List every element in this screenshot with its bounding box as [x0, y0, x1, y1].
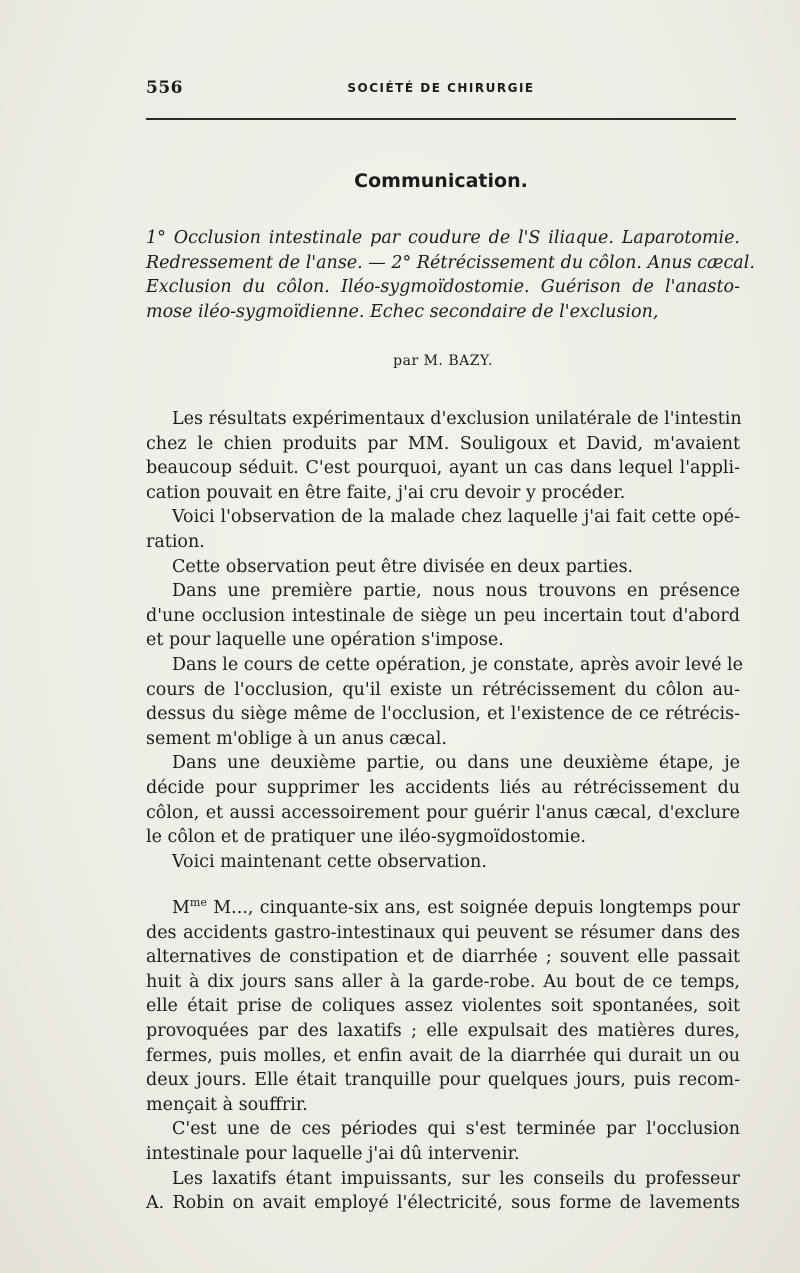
body-paragraphs-1: [146, 407, 743, 874]
page-header: [146, 78, 736, 102]
text-line: huit à dix jours sans aller à la garde-robe. Au bout de ce temps,: [146, 971, 740, 992]
subtitle-line: Redressement de l'anse. — 2° Rétrécissement du côlon. Anus cæcal.: [146, 252, 755, 273]
text-line: décide pour supprimer les accidents liés au rétrécissement du: [146, 777, 740, 798]
salutation-superscript: me: [189, 896, 207, 910]
author-line: par M. BAZY.: [393, 353, 493, 369]
text-line: dessus du siège même de l'occlusion, et l'existence de ce rétrécis-: [146, 704, 740, 725]
text-line: mençait à souffrir.: [146, 1094, 308, 1115]
text-line: Voici maintenant cette observation.: [172, 851, 487, 872]
text-line: et pour laquelle une opération s'impose.: [146, 630, 504, 651]
text-line: C'est une de ces périodes qui s'est terminée par l'occlusion: [172, 1119, 740, 1140]
body-paragraphs-2: [146, 896, 740, 1216]
text-line: Dans une deuxième partie, ou dans une deuxième étape, je: [172, 753, 740, 774]
text-line: le côlon et de pratiquer une iléo-sygmoïdostomie.: [146, 827, 586, 848]
text-line: ration.: [146, 531, 205, 552]
text-line: deux jours. Elle était tranquille pour quelques jours, puis recom-: [146, 1070, 740, 1091]
text-line: sement m'oblige à un anus cæcal.: [146, 728, 447, 749]
text-line: cation pouvait en être faite, j'ai cru devoir y procéder.: [146, 482, 626, 503]
text-line: fermes, puis molles, et enfin avait de la diarrhée qui durait un ou: [146, 1045, 740, 1066]
text-line: A. Robin on avait employé l'électricité, sous forme de lavements: [146, 1193, 740, 1214]
text-line: Les laxatifs étant impuissants, sur les conseils du professeur: [172, 1168, 740, 1189]
communication-subtitle: [146, 226, 755, 324]
subtitle-line: mose iléo-sygmoïdienne. Echec secondaire de l'exclusion,: [146, 301, 659, 322]
text-line: côlon, et aussi accessoirement pour guérir l'anus cæcal, d'exclure: [146, 802, 740, 823]
text-line: Dans le cours de cette opération, je constate, après avoir levé le: [172, 654, 743, 675]
text-line: des accidents gastro-intestinaux qui peuvent se résumer dans des: [146, 922, 740, 943]
text-line: [146, 896, 740, 921]
text-line: Dans une première partie, nous nous trouvons en présence: [172, 581, 740, 602]
subtitle-line: 1° Occlusion intestinale par coudure de l'S iliaque. Laparotomie.: [146, 228, 740, 248]
text-line-rest: M..., cinquante-six ans, est soignée depuis longtemps pour: [206, 898, 740, 918]
section-title: Communication.: [354, 170, 528, 192]
page-number: 556: [146, 78, 183, 98]
running-title: SOCIÉTÉ DE CHIRURGIE: [347, 81, 535, 95]
header-rule: [146, 118, 736, 120]
text-line: Cette observation peut être divisée en deux parties.: [172, 556, 634, 577]
text-line: intestinale pour laquelle j'ai dû intervenir.: [146, 1143, 520, 1164]
text-line: chez le chien produits par MM. Souligoux et David, m'avaient: [146, 433, 740, 454]
text-line: Voici l'observation de la malade chez laquelle j'ai fait cette opé-: [172, 507, 740, 528]
text-line: beaucoup séduit. C'est pourquoi, ayant un cas dans lequel l'appli-: [146, 458, 740, 479]
salutation: M: [172, 898, 190, 918]
text-line: elle était prise de coliques assez violentes soit spontanées, soit: [146, 996, 740, 1017]
text-line: provoquées par des laxatifs ; elle expulsait des matières dures,: [146, 1020, 740, 1041]
text-line: cours de l'occlusion, qu'il existe un rétrécissement du côlon au-: [146, 679, 740, 700]
subtitle-line: Exclusion du côlon. Iléo-sygmoïdostomie. Guérison de l'anasto-: [146, 277, 740, 297]
text-line: alternatives de constipation et de diarrhée ; souvent elle passait: [146, 947, 740, 968]
text-line: Les résultats expérimentaux d'exclusion unilatérale de l'intestin: [172, 409, 742, 429]
text-line: d'une occlusion intestinale de siège un peu incertain tout d'abord: [146, 605, 740, 626]
